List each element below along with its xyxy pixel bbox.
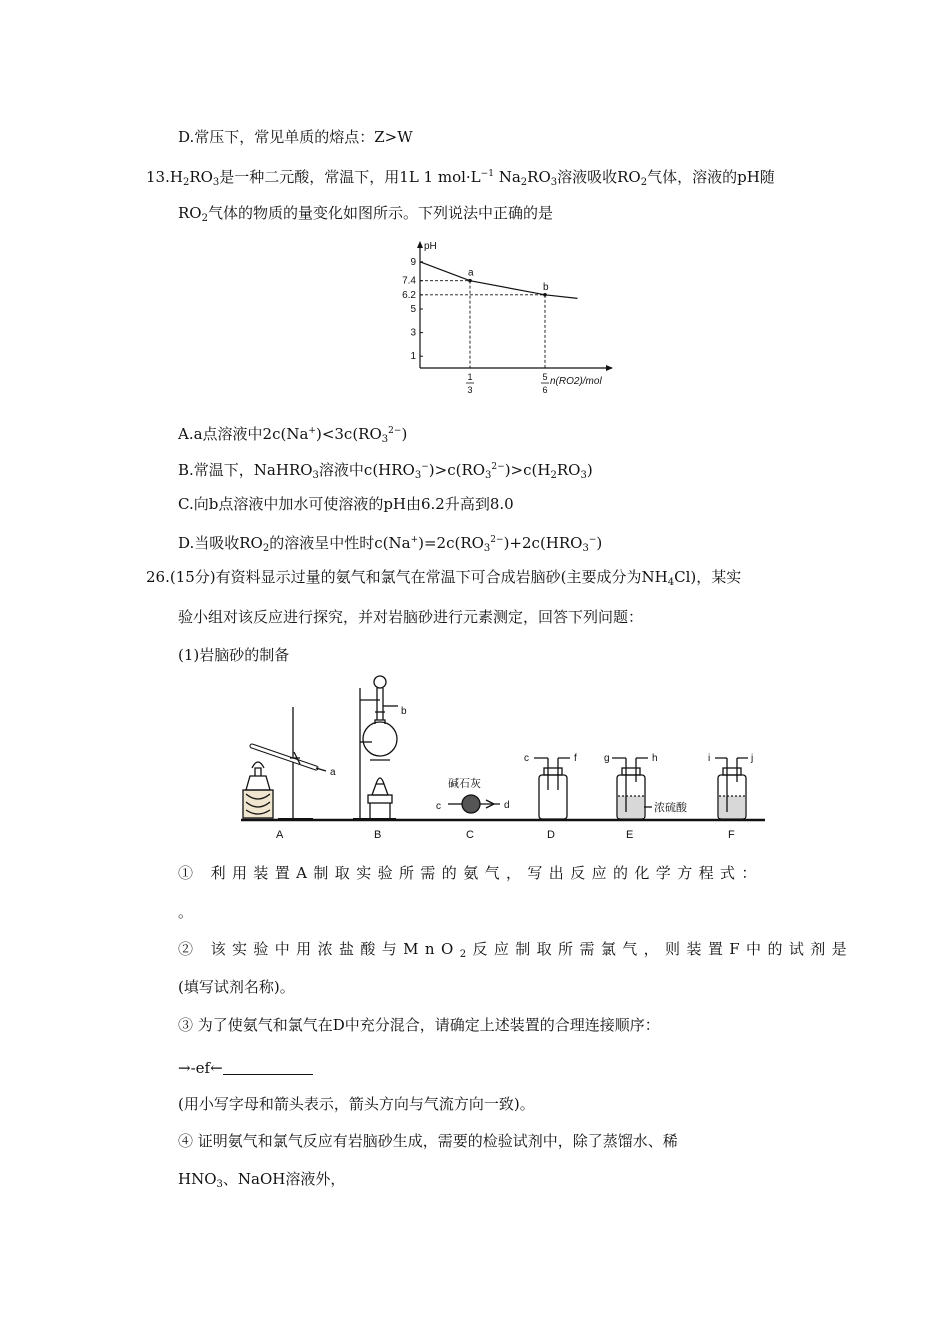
q13-option-c: C.向b点溶液中加水可使溶液的pH由6.2升高到8.0 [178,495,514,513]
apparatus-c [448,795,500,813]
y-tick-label: 7.4 [402,275,416,287]
data-point [543,293,547,297]
q26-item3-seq: →-ef← [178,1057,313,1079]
x-tick-numerator: 1 [467,372,473,382]
series-line [420,262,578,299]
port-b-label: b [401,706,407,717]
soda-lime-label: 碱石灰 [448,778,481,790]
q26-item2: ② 该实验中用浓盐酸与MnO$_2$反应制取所需氯气，则装置F中的试剂是 [178,940,854,960]
ph-chart [392,240,622,415]
q13-stem-line2: $RO_2$气体的物质的量变化如图所示。下列说法中正确的是 [178,204,553,224]
q26-item3: ③ 为了使氨气和氯气在D中充分混合，请确定上述装置的合理连接顺序： [178,1016,660,1034]
answer-blank[interactable] [223,1060,313,1075]
label-F: F [728,829,735,841]
q26-item4-cont: $HNO_3$、NaOH溶液外， [178,1170,346,1190]
label-C: C [466,829,474,841]
x-tick-denominator: 3 [467,385,473,395]
apparatus-e [612,758,652,819]
y-tick-label: 5 [410,304,416,315]
port-c-label: c [436,801,441,812]
q26-item1: ① 利用装置A制取实验所需的氨气，写出反应的化学方程式： [178,864,763,882]
apparatus-diagram [238,672,768,844]
q13-option-d: D.当吸收$RO_2$的溶液呈中性时$c(Na^+)=2c(RO_3^{2-})+2c(HRO_3^-)$ [178,534,603,554]
y-tick-label: 3 [410,327,416,339]
port-f-label: f [574,753,577,764]
apparatus-a [243,707,326,819]
apparatus-d [534,758,570,819]
q13-option-a: A.a点溶液中$2c(Na^+)<3c(RO_3^{2-})$ [178,425,408,445]
port-i-label: i [708,753,711,764]
x-tick-numerator: 5 [542,372,548,382]
apparatus-b [353,676,398,819]
port-h-label: h [652,753,658,764]
q12-option-d: D.常压下，常见单质的熔点：Z>W [178,128,413,146]
q26-item1-end: 。 [178,903,194,921]
q26-stem-line2: 验小组对该反应进行探究，并对岩脑砂进行元素测定，回答下列问题： [178,608,644,626]
y-axis-arrow [417,241,423,248]
data-point [468,279,472,283]
y-axis-label: pH [424,241,437,252]
q26-item3-note: (用小写字母和箭头表示，箭头方向与气流方向一致)。 [178,1095,535,1113]
x-axis-arrow [606,365,613,371]
port-a-label: a [330,767,336,778]
y-tick-label: 1 [410,351,416,363]
apparatus-f [715,758,748,819]
x-axis-label: n(RO2)/mol [550,376,602,387]
port-c2-label: c [524,753,529,764]
label-D: D [547,829,555,841]
port-d-label: d [504,800,510,811]
y-tick-label: 9 [410,256,416,268]
q26-stem-line1: 26.(15分)有资料显示过量的氨气和氯气在常温下可合成岩脑砂(主要成分为$NH_4Cl$)，某实 [146,568,742,588]
q26-item2-end: (填写试剂名称)。 [178,978,295,996]
q26-part1-title: (1)岩脑砂的制备 [178,646,290,664]
y-tick-label: 6.2 [402,289,416,301]
q13-option-b: B.常温下，NaHRO$_3$溶液中$c(HRO_3^-)>c(RO_3^{2-})>c(H_2RO_3)$ [178,461,593,481]
x-tick-denominator: 6 [542,385,548,395]
label-A: A [276,829,284,841]
label-E: E [626,829,634,841]
label-B: B [374,829,382,841]
conc-sulfuric-label: 浓硫酸 [654,802,687,814]
q13-stem-line1: $13.H_2RO_3$是一种二元酸，常温下，用1L 1 $mol\cdot L^{-1}$ $Na_2RO_3$溶液吸收$RO_2$气体，溶液的pH随 [146,168,775,188]
port-j-label: j [751,753,754,764]
q26-item4: ④ 证明氨气和氯气反应有岩脑砂生成，需要的检验试剂中，除了蒸馏水、稀 [178,1132,678,1150]
point-label: b [542,281,549,293]
port-g-label: g [604,753,610,764]
point-label: a [467,267,474,279]
